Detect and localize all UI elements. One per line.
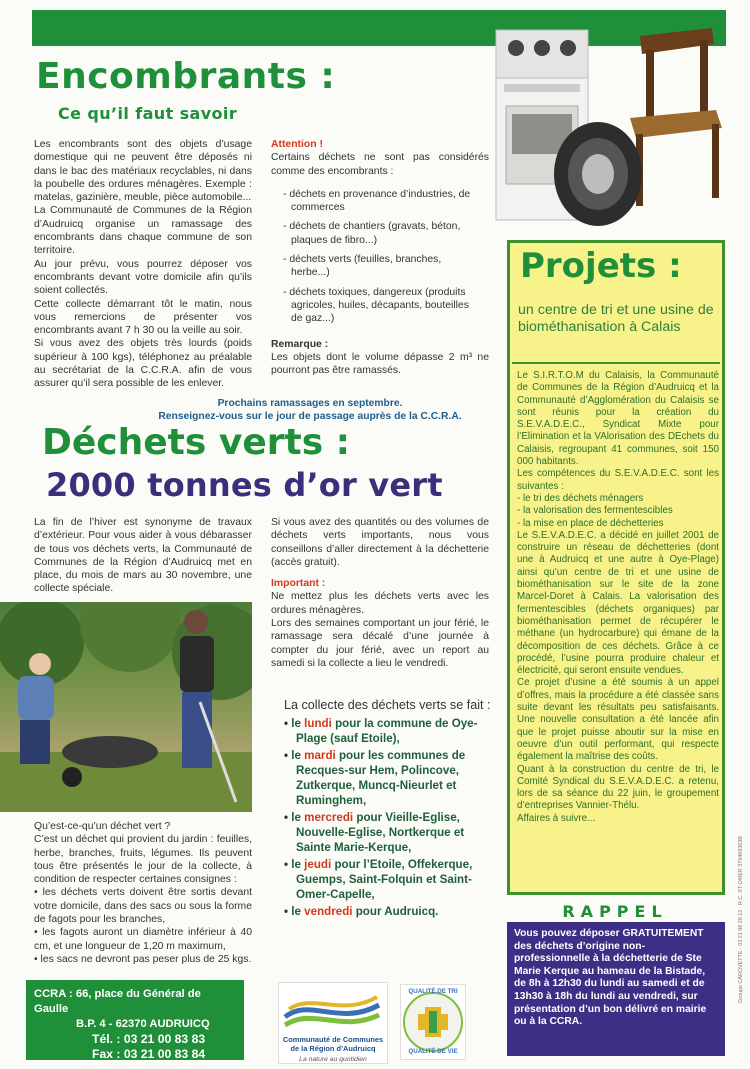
note-line: Prochains ramassages en septembre. xyxy=(217,398,403,409)
gardening-photo xyxy=(0,602,252,812)
dechets-verts-subtitle: 2000 tonnes d’or vert xyxy=(46,466,443,504)
ccra-tagline: La nature au quotidien xyxy=(299,1056,367,1063)
chair-icon xyxy=(630,28,722,206)
tyre-icon xyxy=(554,122,642,226)
qualite-top-text: QUALITÉ DE TRI xyxy=(408,988,458,995)
encombrants-subtitle: Ce qu’il faut savoir xyxy=(58,104,238,123)
day-name: jeudi xyxy=(304,858,332,871)
list-item: • le mercredi pour Vieille-Eglise, Nouvelle-Eglise, Nortkerque et Sainte Marie-Kerque, xyxy=(284,810,494,855)
qualite-tri-logo xyxy=(400,984,466,1060)
day-name: mardi xyxy=(304,749,336,762)
printer-credit: Groupe CAROVETTE · 03 21 98 29 12 · R.C. ST-OMER 379469363B xyxy=(738,836,744,1003)
collecte-days-list xyxy=(284,716,494,921)
projets-paragraph: Le S.I.R.T.O.M du Calaisis, la Communauté de Communes de la Région d’Audruicq et la Communauté d’Agglomération du Calaisis se sont réunis pour la création du S.E.V.A.D.E.C., Syndicat Mixte pour l’Elimination et la VAlorisation des DEchets du Calaisis, regroupant 41 communes, soit 150 000 habitants. xyxy=(517,370,719,468)
ramassage-note xyxy=(150,397,470,423)
encombrants-illustration xyxy=(490,26,726,226)
divider xyxy=(512,362,720,364)
day-name: vendredi xyxy=(304,905,353,918)
projets-paragraph: Le S.E.V.A.D.E.C. a décidé en juillet 2001 de construire un réseau de déchetteries (dont une à Audruicq et une autre à Oye-Plage) ainsi qu’un centre de tri et une usine de biométhanisation sur le site de la zone Marcel-Doret à Calais. La valorisation des fermentescibles (déchets organiques) par biométhanisation permet de récupérer le méthane (un hydrocarbure) qui émane de la décomposition de ces déchets. Grâce à ce procédé, l’usine pourra produire chaleur et électricité, qui seront ensuite vendues. xyxy=(517,529,719,677)
projets-body xyxy=(517,370,719,825)
right-intro: Si vous avez des quantités ou des volumes de déchets verts importants, nous vous conseillons d’aller directement à la déchetterie (accès gratuit). xyxy=(271,517,489,568)
rule-item: • les fagots auront un diamètre inférieur à 40 cm, et une longueur de 1,20 m maximum, xyxy=(34,927,252,952)
important-label: Important : xyxy=(271,578,326,590)
remark-label: Remarque : xyxy=(271,338,329,350)
encombrants-paragraph: Au jour prévu, vous pourrez déposer vos encombrants devant votre domicile afin qu’ils soient collectés. xyxy=(34,258,252,297)
dechets-verts-intro: La fin de l’hiver est synonyme de travaux d’extérieur. Pour vous aider à vous débarasser de tous vos déchets verts, la Communauté de Communes de la Région d’Audruicq met en place, du mois de mars au 30 novembre, une collecte spéciale. xyxy=(34,517,252,595)
projets-paragraph: Quant à la construction du centre de tri, le Comité Syndical du S.E.V.A.D.E.C. a retenu, lors de sa séance du 22 juin, le groupement d’entreprises Vannier-Thélu. xyxy=(517,763,719,812)
encombrants-paragraph: Cette collecte démarrant tôt le matin, nous vous remercions de présenter vos encombrants avant 7 h 30 ou la veille au soir. xyxy=(34,298,252,337)
projets-paragraph: Affaires à suivre... xyxy=(517,812,596,824)
attention-intro: Certains déchets ne sont pas considérés comme des encombrants : xyxy=(271,152,489,177)
note-line: Renseignez-vous sur le jour de passage auprès de la C.C.R.A. xyxy=(158,411,462,422)
list-item: - déchets de chantiers (gravats, béton, plaques de fibro...) xyxy=(279,220,471,247)
contact-postal: B.P. 4 - 62370 AUDRUICQ xyxy=(76,1018,210,1030)
definition-question: Qu’est-ce-qu’un déchet vert ? xyxy=(34,821,171,832)
list-item: - la mise en place de déchetteries xyxy=(517,517,664,529)
ccra-name-line: de la Région d’Audruicq xyxy=(290,1044,376,1053)
contact-address: CCRA : 66, place du Général de Gaulle xyxy=(34,988,201,1015)
list-item: • le vendredi pour Audruicq. xyxy=(284,904,494,919)
projets-title: Projets : xyxy=(520,246,682,286)
rule-item: • les déchets verts doivent être sortis devant votre domicile, dans des sacs ou sous la forme de fagots pour les branches, xyxy=(34,887,252,926)
holiday-text: Lors des semaines comportant un jour férié, le ramassage sera décalé d’une journée à compter du jour férié, avec un report au samedi si la collecte a lieu le vendredi. xyxy=(271,618,489,669)
dechets-verts-right-column xyxy=(271,516,489,670)
list-item: • le jeudi pour l’Etoile, Offekerque, Guemps, Saint-Folquin et Saint-Omer-Capelle, xyxy=(284,857,494,902)
list-item: - le tri des déchets ménagers xyxy=(517,492,644,504)
definition-answer: C’est un déchet qui provient du jardin : feuilles, herbe, branches, fruits, légumes. Ils peuvent tous être présentés le jour de la collecte, à condition de respecter certaines consignes : xyxy=(34,834,252,886)
list-item: - déchets en provenance d’industries, de commerces xyxy=(279,188,471,215)
projets-subtitle: un centre de tri et une usine de biométhanisation à Calais xyxy=(518,302,714,335)
list-item: - la valorisation des fermentescibles xyxy=(517,505,673,517)
projets-paragraph: Ce projet d’usine a été soumis à un appel d’offres, mais la procédure a été classée sans suite devant les résultats peu satisfaisants. Une nouvelle consultation a été lancée afin que le projet puisse aboutir sur la mise en oeuvre d’un outil performant, qui respecte également la maîtrise des coûts. xyxy=(517,677,719,763)
day-name: lundi xyxy=(304,717,332,730)
encombrants-paragraph: Les encombrants sont des objets d’usage domestique qui ne peuvent être déposés ni dans le bac des matériaux recyclables, ni dans la poubelle des ordures ménagères. Exemple : matelas, gazinière, meuble, pièce automobile... xyxy=(34,139,252,204)
ccra-name-line: Communauté de Communes xyxy=(282,1035,384,1044)
contact-box xyxy=(26,980,244,1060)
remark-text: Les objets dont le volume dépasse 2 m³ ne pourront pas être ramassés. xyxy=(271,351,489,377)
encombrants-paragraph: Si vous avez des objets très lourds (poids supérieur à 100 kgs), téléphonez au préalable au secrétariat de la C.C.R.A. afin de vous assurer qu’il sera possible de les enlever. xyxy=(34,338,252,390)
list-item: • le lundi pour la commune de Oye-Plage (sauf Etoile), xyxy=(284,716,494,746)
encombrants-right-column xyxy=(271,138,489,377)
important-text: Ne mettez plus les déchets verts avec les ordures ménagères. xyxy=(271,591,489,616)
encombrants-paragraph: La Communauté de Communes de la Région d’Audruicq organise un ramassage des encombrants dans chaque commune de son territoire. xyxy=(34,205,252,257)
contact-phone: Tél. : 03 21 00 83 83 xyxy=(92,1032,206,1046)
dechets-verts-title: Déchets verts : xyxy=(42,422,351,463)
rappel-title: RAPPEL xyxy=(562,902,668,921)
collecte-heading: La collecte des déchets verts se fait : xyxy=(284,698,491,712)
qualite-bottom-text: QUALITÉ DE VIE xyxy=(408,1048,458,1055)
rule-item: • les sacs ne devront pas peser plus de 25 kgs. xyxy=(34,953,252,965)
rappel-box: Vous pouvez déposer GRATUITEMENT des déchets d’origine non-professionnelle à la déchetterie de Ste Marie Kerque au hameau de la Bistade, de 8h à 12h30 du lundi au samedi et de 13h30 à 18h du lundi au vendredi, sur présentation d’un bon délivré en mairie ou à la CCRA. xyxy=(507,922,725,1056)
attention-label: Attention ! xyxy=(271,139,323,150)
list-item: - déchets toxiques, dangereux (produits agricoles, huiles, décapants, bouteilles de gaz...) xyxy=(279,286,471,326)
ccra-logo xyxy=(278,982,388,1064)
encombrants-title: Encombrants : xyxy=(36,56,336,97)
projets-paragraph: Les compétences du S.E.V.A.D.E.C. sont les suivantes : xyxy=(517,468,719,492)
dechet-vert-definition xyxy=(34,820,252,966)
list-item: - déchets verts (feuilles, branches, herbe...) xyxy=(279,253,471,280)
day-name: mercredi xyxy=(304,811,354,824)
list-item: • le mardi pour les communes de Recques-sur Hem, Polincove, Zutkerque, Muncq-Nieurlet et Ruminghem, xyxy=(284,748,494,808)
contact-fax: Fax : 03 21 00 83 84 xyxy=(92,1047,206,1061)
encombrants-left-column xyxy=(34,138,252,391)
attention-list xyxy=(271,188,471,326)
